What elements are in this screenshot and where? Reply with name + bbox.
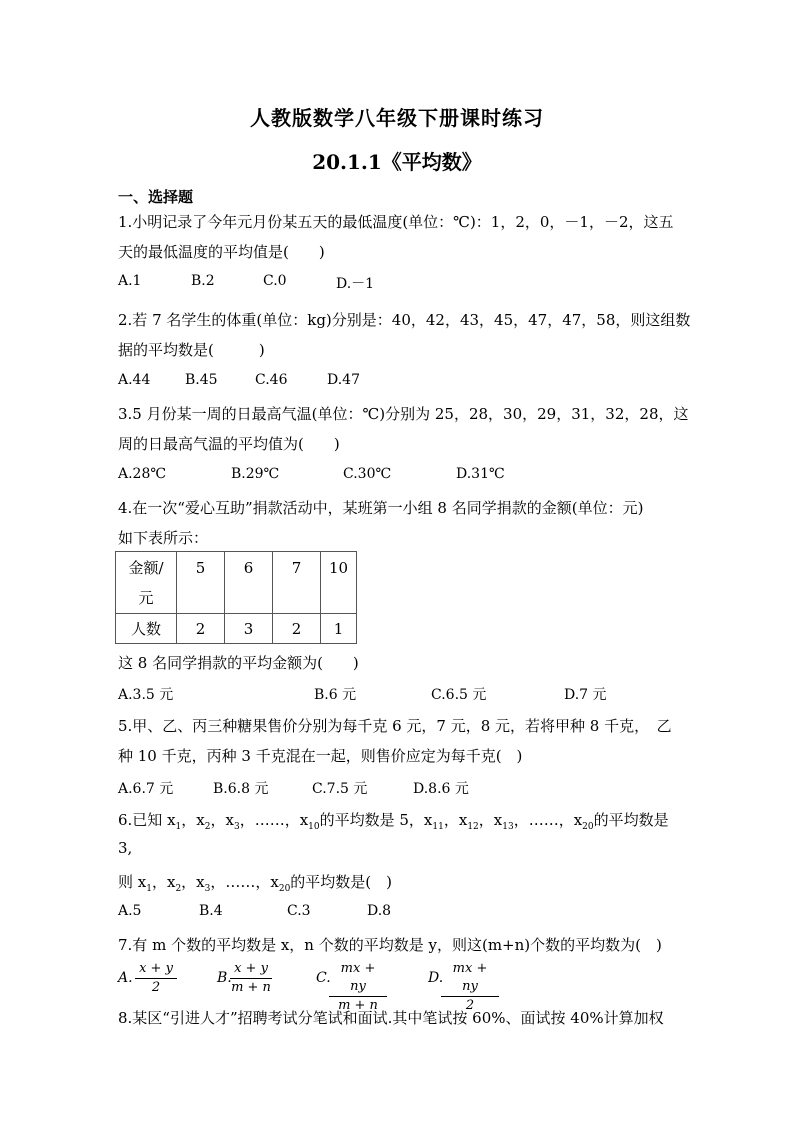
- q5-option-c: C.7.5 元: [312, 781, 368, 797]
- table-cell: 1: [321, 614, 357, 644]
- q6-option-d: D.8: [367, 903, 392, 919]
- q7-option-a-fraction: [135, 960, 177, 997]
- q1-text-line1: 1.小明记录了今年元月份某五天的最低温度(单位：℃)：1，2，0，－1，－2，这五: [118, 213, 674, 231]
- q3-option-d: D.31℃: [456, 466, 505, 482]
- q1-text-line2: 天的最低温度的平均值是( ): [118, 243, 325, 261]
- q6-text-line2: 3,: [118, 839, 133, 857]
- table-cell: 6: [225, 552, 273, 614]
- q2-option-c: C.46: [255, 372, 288, 388]
- q2-option-d: D.47: [327, 372, 360, 388]
- q7-option-b-numerator: x + y: [230, 960, 272, 979]
- q7-option-b-label: B.: [217, 970, 232, 986]
- q2-option-a: A.44: [118, 372, 151, 388]
- q7-text-line1: 7.有 m 个数的平均数是 x，n 个数的平均数是 y，则这(m+n)个数的平均数为( ): [118, 936, 662, 954]
- q6-text-line1: 6.已知 $x_1$，$x_2$，$x_3$，……，$x_{10}$的平均数是 5，$x_{11}$，$x_{12}$，$x_{13}$，……，$x_{20}$的平均数是: [118, 811, 669, 832]
- section-heading: 一、选择题: [118, 188, 194, 206]
- q3-option-a: A.28℃: [118, 466, 167, 482]
- q4-text-line2: 如下表所示：: [118, 529, 209, 547]
- table-header-amount-part2: 元: [138, 588, 154, 607]
- q3-text-line1: 3.5 月份某一周的日最高气温(单位：℃)分别为 25，28，30，29，31，32，28，这: [118, 405, 689, 423]
- q4-option-b: B.6 元: [314, 687, 357, 703]
- q6-option-b: B.4: [199, 903, 223, 919]
- table-row: [116, 614, 357, 644]
- q7-option-d-numerator: mx + ny: [441, 960, 499, 997]
- q5-text-line1: 5.甲、乙、丙三种糖果售价分别为每千克 6 元，7 元，8 元，若将甲种 8 千克， 乙: [118, 717, 672, 735]
- q5-option-b: B.6.8 元: [213, 781, 269, 797]
- q3-text-line2: 周的日最高气温的平均值为( ): [118, 435, 340, 453]
- q1-option-d: D.－1: [336, 276, 375, 292]
- q5-option-d: D.8.6 元: [413, 781, 469, 797]
- q4-option-a: A.3.5 元: [118, 687, 174, 703]
- q8-text-line1: 8.某区“引进人才”招聘考试分笔试和面试.其中笔试按 60%、面试按 40%计算加权: [118, 1009, 664, 1027]
- q1-option-c: C.0: [263, 273, 287, 289]
- q7-option-b-denominator: m + n: [231, 980, 271, 995]
- document-subtitle: 20.1.1《平均数》: [312, 150, 482, 174]
- q3-option-c: C.30℃: [343, 466, 392, 482]
- q4-option-d: D.7 元: [564, 687, 607, 703]
- table-header-count: 人数: [116, 614, 177, 644]
- table-header-amount: [116, 552, 177, 614]
- q7-option-c-denominator: m + n: [338, 998, 378, 1013]
- table-cell: 3: [225, 614, 273, 644]
- q2-text-line1: 2.若 7 名学生的体重(单位：kg)分别是：40，42，43，45，47，47，58，则这组数: [118, 311, 691, 329]
- q5-option-a: A.6.7 元: [118, 781, 174, 797]
- table-cell: 2: [177, 614, 225, 644]
- q7-option-b-fraction: [230, 960, 272, 997]
- table-header-amount-part1: 金额/: [128, 558, 164, 577]
- q7-option-a-denominator: 2: [151, 980, 161, 995]
- table-row: [116, 552, 357, 614]
- q5-text-line2: 种 10 千克，丙种 3 千克混在一起，则售价应定为每千克( ): [118, 747, 523, 765]
- q4-text-line1: 4.在一次“爱心互助”捐款活动中，某班第一小组 8 名同学捐款的金额(单位：元): [118, 499, 644, 517]
- q7-option-c-numerator: mx + ny: [329, 960, 387, 997]
- document-title: 人教版数学八年级下册课时练习: [250, 106, 544, 130]
- q6-option-c: C.3: [287, 903, 311, 919]
- q6-option-a: A.5: [118, 903, 142, 919]
- q1-option-a: A.1: [118, 273, 142, 289]
- q7-option-a-label: A.: [118, 970, 133, 986]
- q7-option-c-label: C.: [316, 970, 331, 986]
- q3-option-b: B.29℃: [231, 466, 280, 482]
- donation-table: [115, 551, 357, 644]
- q6-text-line3: 则 $x_1$，$x_2$，$x_3$，……，$x_{20}$的平均数是( ): [118, 873, 393, 894]
- q7-option-d-label: D.: [428, 970, 444, 986]
- q2-text-line2: 据的平均数是( ): [118, 341, 265, 359]
- q1-option-b: B.2: [191, 273, 215, 289]
- table-cell: 7: [273, 552, 321, 614]
- q4-option-c: C.6.5 元: [431, 687, 487, 703]
- q4-text-line3: 这 8 名同学捐款的平均金额为( ): [118, 654, 359, 672]
- table-cell: 5: [177, 552, 225, 614]
- q7-option-a-numerator: x + y: [135, 960, 177, 979]
- table-cell: 2: [273, 614, 321, 644]
- q2-option-b: B.45: [185, 372, 218, 388]
- q7-option-d-denominator: 2: [465, 998, 475, 1013]
- table-cell: 10: [321, 552, 357, 614]
